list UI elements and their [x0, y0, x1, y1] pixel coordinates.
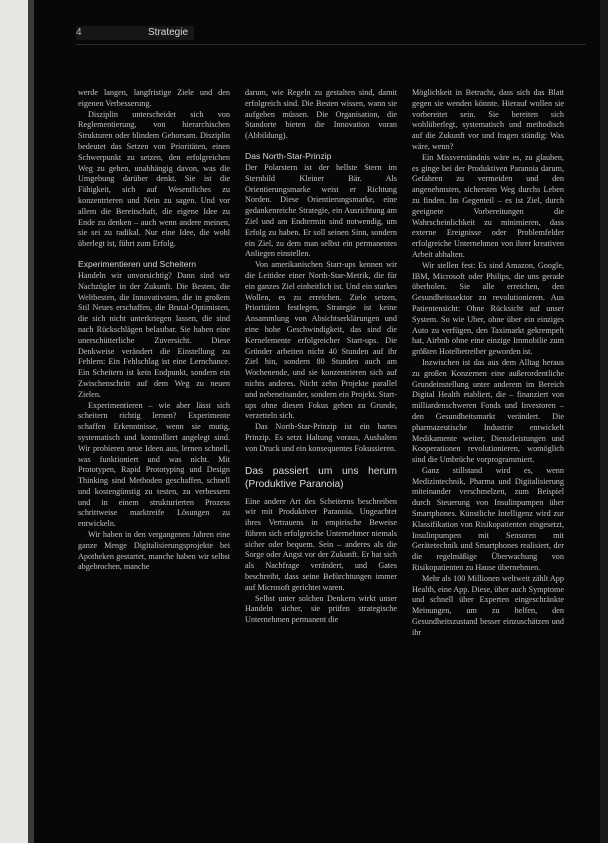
paragraph: Wir stellen fest: Es sind Amazon, Google, IBM, Microsoft oder Philips, die uns gerade überholen. Sie alle erreichen, den Gesundheitssektor zu revolutionieren. Aus Patientensicht: Ohne Rücksicht auf unser System. So wie Uber, ohne über ein einziges Auto zu verfügen, den Taximarkt gekrempelt hat, Airbnb ohne eine einzige Immobilie zum größten Hotelbetreiber geworden ist. — [412, 260, 564, 357]
paragraph: Der Polarstern ist der hellste Stern im Sternbild Kleiner Bär. Als Orientierungsmarke weist er Richtung Norden. Diese Orientierungsmarke, eine gedankenreiche Strategie, ein Ausrichtung am Ziel und am Endtermin sind notwendig, um Erfolg zu haben. Er soll seinen Sinn, sondern ein Ziel, zu dem man selbst ein permanentes Anliegen einstellen. — [245, 162, 397, 259]
paragraph: darum, wie Regeln zu gestalten sind, damit erfolgreich sind. Die Besten wissen, wann sie aufgeben müssen. Die Organisation, die Standorte bieten die Innovation voran (Abbildung). — [245, 88, 397, 141]
page-number: 4 — [76, 27, 82, 38]
section-heading: Das North-Star-Prinzip — [245, 150, 332, 161]
paragraph: Von amerikanischen Start-ups kennen wir die Leitidee einer North-Star-Metrik, die für ein ganzes Ziel einheitlich ist. Und ein starkes Wollen, es zu erreichen. Ziele setzen, Prioritäten festlegen, Strategie ist keine Ansammlung von Absichtserklärungen und eine hohe Geschwindigkeit, das sind die Kernelemente erfolgreicher Start-ups. Die Gründer arbeiten nicht 40 Stunden auf ihr Ziel hin, sondern 80 Stunden auch am Wochenende, und sie konzentrieren sich auf nichts anderes. Nicht zehn Projekte parallel und nebeneinander, sondern ein Projekt. Start-ups ohne diesen Fokus gehen zu Grunde, verzetteln sich. — [245, 260, 397, 421]
section-heading: Experimentieren und Scheitern — [78, 258, 196, 269]
paragraph: Selbst unter solchen Denkern wirkt unser Handeln sicher, sie prüfen strategische Unternehmen permanent die — [245, 593, 397, 625]
paragraph: Inzwischen ist das aus dem Alltag heraus zu großen Konzernen eine außerordentliche Grundeinstellung unter anderem im Bereich Digital Health etabliert, die – finanziert von milliardenschweren Fonds und Investoren – den Gesundheitsmarkt verändert. Die pharmazeutische Industrie entwickelt Medikamente weiter, Dienstleistungen und Kooperationen revolutionieren, womöglich sind die Umbrüche vorprogrammiert. — [412, 357, 564, 465]
text-column-1 — [78, 88, 230, 573]
paragraph: Ganz stillstand wird es, wenn Medizintechnik, Pharma und Digitalisierung miteinander verschmelzen, zum Beispiel durch Steuerung von Insulinpumpen über Smartphones. Künstliche Intelligenz wird zur Klassifikation von Risikopatienten eingesetzt, Insulinpumpen mit Sensoren mit Gerätetechnik und Smartphones realisiert, der die regelmäßige Überwachung von Risikopatienten zu Hause übernehmen. — [412, 465, 564, 573]
paragraph: Möglichkeit in Betracht, dass sich das Blatt gegen sie wenden könnte. Hierauf wollen sie vorbereitet sein. Sie bereiten sich wohlüberlegt, systematisch und methodisch auf die Zukunft vor und fragen ständig: Was wäre, wenn? — [412, 88, 564, 151]
paragraph: Disziplin unterscheidet sich von Reglementierung, von hierarchischen Strukturen oder blindem Gehorsam. Disziplin bedeutet das Setzen von Prioritäten, einen Schwerpunkt zu setzen, den erfolgreichen Weg zu gehen, unabhängig davon, was die Umgebung darüber denkt. Sie ist die Fähigkeit, sich auf Wesentliches zu konzentrieren und Nein zu sagen. Und vor allem die Bereitschaft, die eigene Idee zu Ende zu denken – auch wenn andere meinen, sie sei zu radikal. Nur eine Idee, die wohl überlegt ist, führt zum Erfolg. — [78, 109, 230, 249]
page-right-edge — [600, 0, 608, 843]
page-edge-shadow — [28, 0, 34, 843]
paragraph: Mehr als 100 Millionen weltweit zählt App Health, eine App. Diese, über auch Symptome und schnell über Experten eingeschränkte Meinungen, um zu helfen, den Gesundheitszustand besser einzuschätzen und ihr — [412, 573, 564, 637]
section-label: Strategie — [148, 27, 189, 38]
subsection-heading: Das passiert um uns herum (Produktive Paranoia) — [245, 465, 397, 490]
paragraph: Ein Missverständnis wäre es, zu glauben, es ginge bei der Produktiven Paranoia darum, Gefahren zu vermeiden und den angenehmsten, sichersten Weg durchs Leben zu finden. Im Gegenteil – es ist Ziel, durch geeignete Vorbereitungen die Wahrscheinlichkeit zu minimieren, dass externe Ereignisse oder Problemfelder erfolgreiche Unternehmen von ihrer kreativen Arbeit abhalten. — [412, 152, 564, 259]
text-column-3 — [412, 88, 564, 639]
header-divider — [76, 44, 586, 45]
paragraph: werde langen, langfristige Ziele und den eigenen Verbesserung. — [78, 88, 230, 108]
paragraph: Experimentieren – wie aber lässt sich scheitern richtig lernen? Experimente schaffen Erkenntnisse, wenn sie mutig, systematisch und kontrolliert angelegt sind. Wir probieren neue Ideen aus, lernen schnell, was funktioniert und was nicht. Mit Prototypen, Rapid Prototyping und Design Thinking sind Methoden geschaffen, schnell und kostengünstig zu testen, zu verbessern und in einem strukturierten Prozess schrittweise marktreife Lösungen zu entwickeln. — [78, 400, 230, 529]
paragraph: Das North-Star-Prinzip ist ein hartes Prinzip. Es setzt Haltung voraus, Aushalten von Druck und ein konsequentes Fokussieren. — [245, 422, 397, 453]
page-edge — [0, 0, 28, 843]
paragraph: Eine andere Art des Scheiterns beschreiben wir mit Produktiver Paranoia. Ungeachtet ihres Vertrauens in empirische Beweise führen sich erfolgreiche Unternehmer niemals sicher oder bequem. Sein – anderes als die Sorge oder Angst vor der Zukunft. Er hat sich als Nachfrage verändert, und Gates beschreibt, dass seine Befürchtungen immer auf Microsoft gerichtet waren. — [245, 496, 397, 592]
running-header — [76, 26, 194, 40]
paragraph: Wir haben in den vergangenen Jahren eine ganze Menge Digitalisierungsprojekte bei Apotheken gestartet, manche haben wir selbst abgebrochen, manche — [78, 530, 230, 572]
text-column-2 — [245, 88, 397, 626]
paragraph: Handeln wir unvorsichtig? Dann sind wir Nachzügler in der Zukunft. Die Besten, die Weltbesten, die Innovativsten, die in großem Stil Neues erschaffen, die Brutal-Optimisten, die sich nicht unterkriegen lassen, die sind nach Rückschlägen belastbar. Sie haben eine unerschütterliche Zuversicht. Diese Denkweise verändert die Einstellung zu Fehlern: Ein Fehlschlag ist eine Lernchance. Ein Scheitern ist kein Endpunkt, sondern ein Zwischenschritt auf dem Weg zu neuen Zielen. — [78, 270, 230, 399]
